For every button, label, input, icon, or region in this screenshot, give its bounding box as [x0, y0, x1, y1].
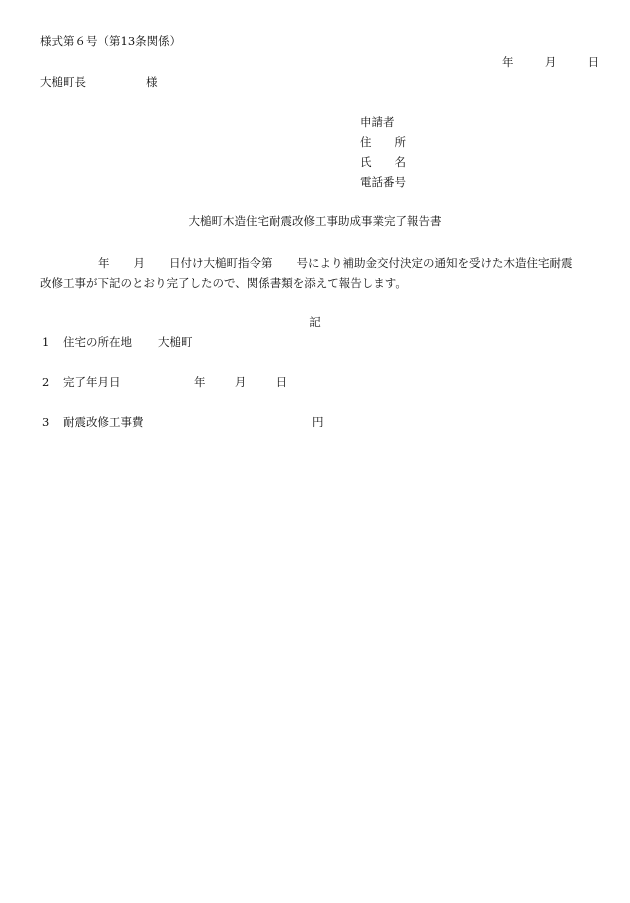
body-dated-text: 日付け大槌町指令第 [169, 256, 273, 270]
item-2-label: 完了年月日 [63, 375, 121, 389]
item-3-label: 耐震改修工事費 [63, 415, 144, 429]
applicant-name-label: 氏 名 [360, 155, 406, 169]
body-line-2: 改修工事が下記のとおり完了したので、関係書類を添えて報告します。 [40, 276, 407, 290]
item-2-day-label: 日 [275, 375, 288, 389]
body-line-1 [40, 253, 592, 273]
applicant-phone-label: 電話番号 [360, 175, 406, 189]
date-month-label: 月 [544, 55, 557, 69]
applicant-address-label: 住 所 [360, 135, 406, 149]
item-2-number: 2 [42, 375, 50, 389]
item-1-value: 大槌町 [158, 335, 193, 349]
item-3-number: 3 [42, 415, 50, 429]
item-2-date [194, 375, 287, 389]
item-2-month-label: 月 [234, 375, 247, 389]
applicant-title: 申請者 [360, 115, 395, 129]
date-header [502, 55, 599, 69]
form-label: 様式第６号（第13条関係） [40, 34, 182, 48]
addressee-name: 大槌町長 [40, 75, 86, 89]
body-paragraph [40, 253, 592, 293]
addressee [40, 75, 86, 89]
item-1-label: 住宅の所在地 [63, 335, 132, 349]
item-3-unit: 円 [312, 415, 324, 429]
body-year-label: 年 [98, 256, 110, 270]
document-title: 大槌町木造住宅耐震改修工事助成事業完了報告書 [188, 214, 442, 228]
ki-heading: 記 [309, 315, 321, 329]
date-year-label: 年 [502, 55, 514, 69]
item-1-number: 1 [42, 335, 50, 349]
body-month-label: 月 [133, 256, 145, 270]
addressee-honorific: 様 [146, 75, 158, 89]
body-rest-text: 号により補助金交付決定の通知を受けた木造住宅耐震 [296, 256, 573, 270]
item-2-year-label: 年 [194, 375, 206, 389]
date-day-label: 日 [587, 55, 600, 69]
